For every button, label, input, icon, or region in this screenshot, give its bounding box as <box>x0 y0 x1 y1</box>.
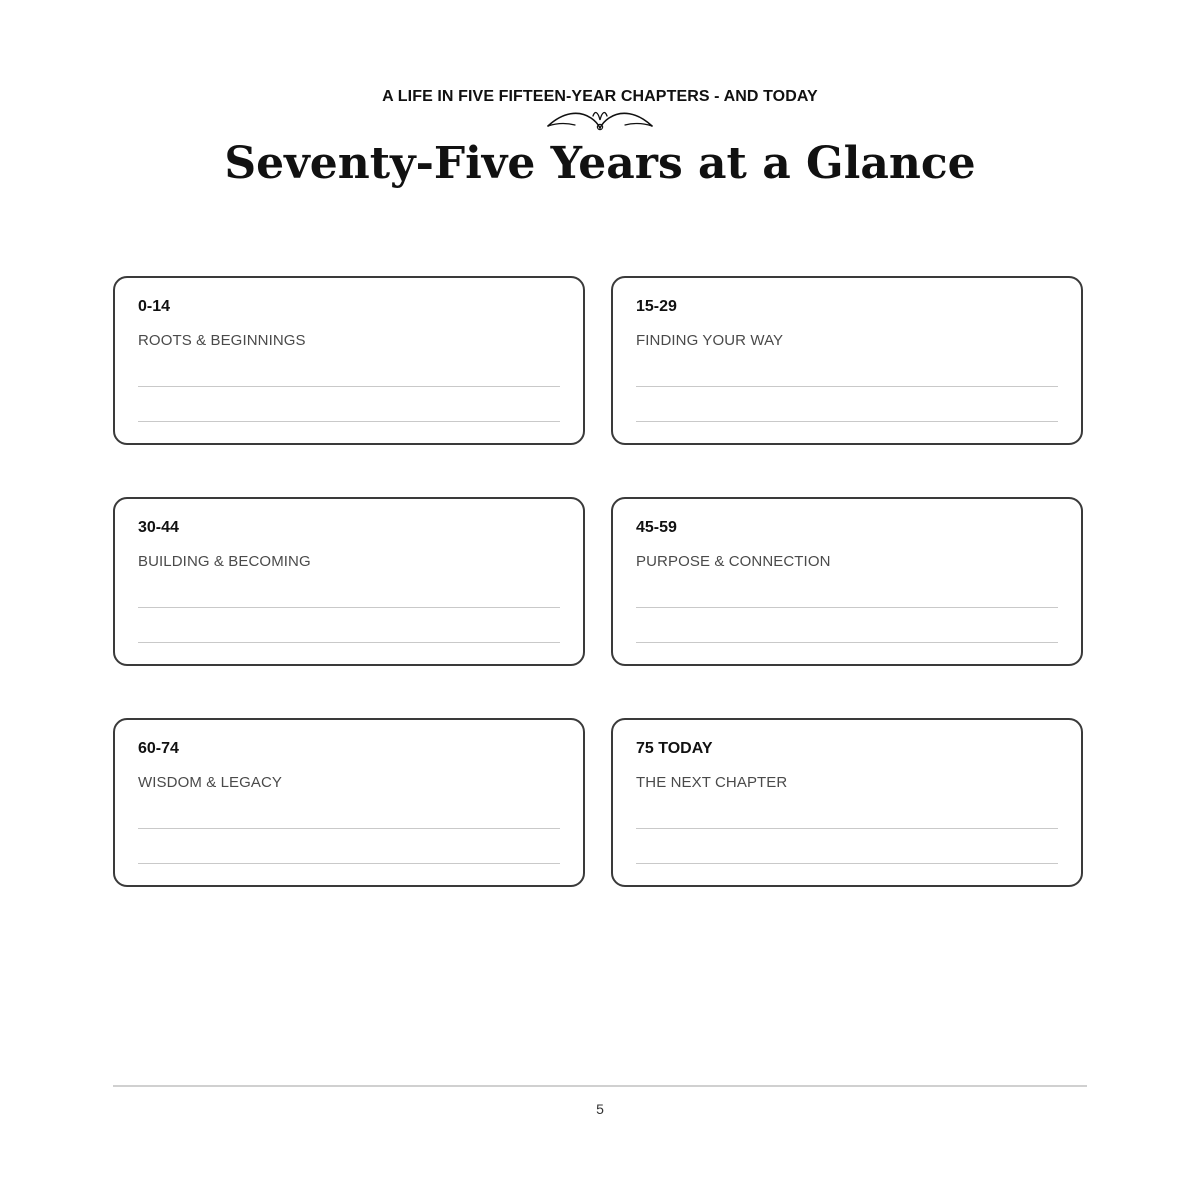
writing-line[interactable] <box>138 386 560 387</box>
writing-line[interactable] <box>636 863 1058 864</box>
chapter-theme: BUILDING & BECOMING <box>138 553 311 570</box>
footer-divider <box>113 1085 1087 1087</box>
writing-line[interactable] <box>636 607 1058 608</box>
flourish-divider-icon <box>545 106 655 132</box>
writing-line[interactable] <box>138 642 560 643</box>
writing-line[interactable] <box>636 421 1058 422</box>
chapter-theme: ROOTS & BEGINNINGS <box>138 332 306 349</box>
chapter-age: 60-74 <box>138 740 179 757</box>
page-number: 5 <box>596 1101 604 1117</box>
chapter-theme: PURPOSE & CONNECTION <box>636 553 831 570</box>
writing-line[interactable] <box>138 863 560 864</box>
chapter-card-0-14 <box>113 276 585 445</box>
chapter-age: 0-14 <box>138 298 171 315</box>
chapter-card-75-today <box>611 718 1083 887</box>
chapter-card-60-74 <box>113 718 585 887</box>
chapter-theme: THE NEXT CHAPTER <box>636 774 788 791</box>
page-title: Seventy-Five Years at a Glance <box>224 138 976 189</box>
chapter-card-45-59 <box>611 497 1083 666</box>
chapter-theme: WISDOM & LEGACY <box>138 774 283 791</box>
chapter-card-15-29 <box>611 276 1083 445</box>
writing-line[interactable] <box>138 421 560 422</box>
chapter-card-30-44 <box>113 497 585 666</box>
writing-line[interactable] <box>138 607 560 608</box>
chapter-age: 15-29 <box>636 298 677 315</box>
writing-line[interactable] <box>636 828 1058 829</box>
writing-line[interactable] <box>138 828 560 829</box>
chapter-age: 30-44 <box>138 519 179 536</box>
page-kicker: A LIFE IN FIVE FIFTEEN-YEAR CHAPTERS - AND TODAY <box>382 88 818 105</box>
chapter-theme: FINDING YOUR WAY <box>636 332 784 349</box>
chapter-age: 45-59 <box>636 519 677 536</box>
writing-line[interactable] <box>636 386 1058 387</box>
chapter-age: 75 TODAY <box>636 740 713 757</box>
writing-line[interactable] <box>636 642 1058 643</box>
